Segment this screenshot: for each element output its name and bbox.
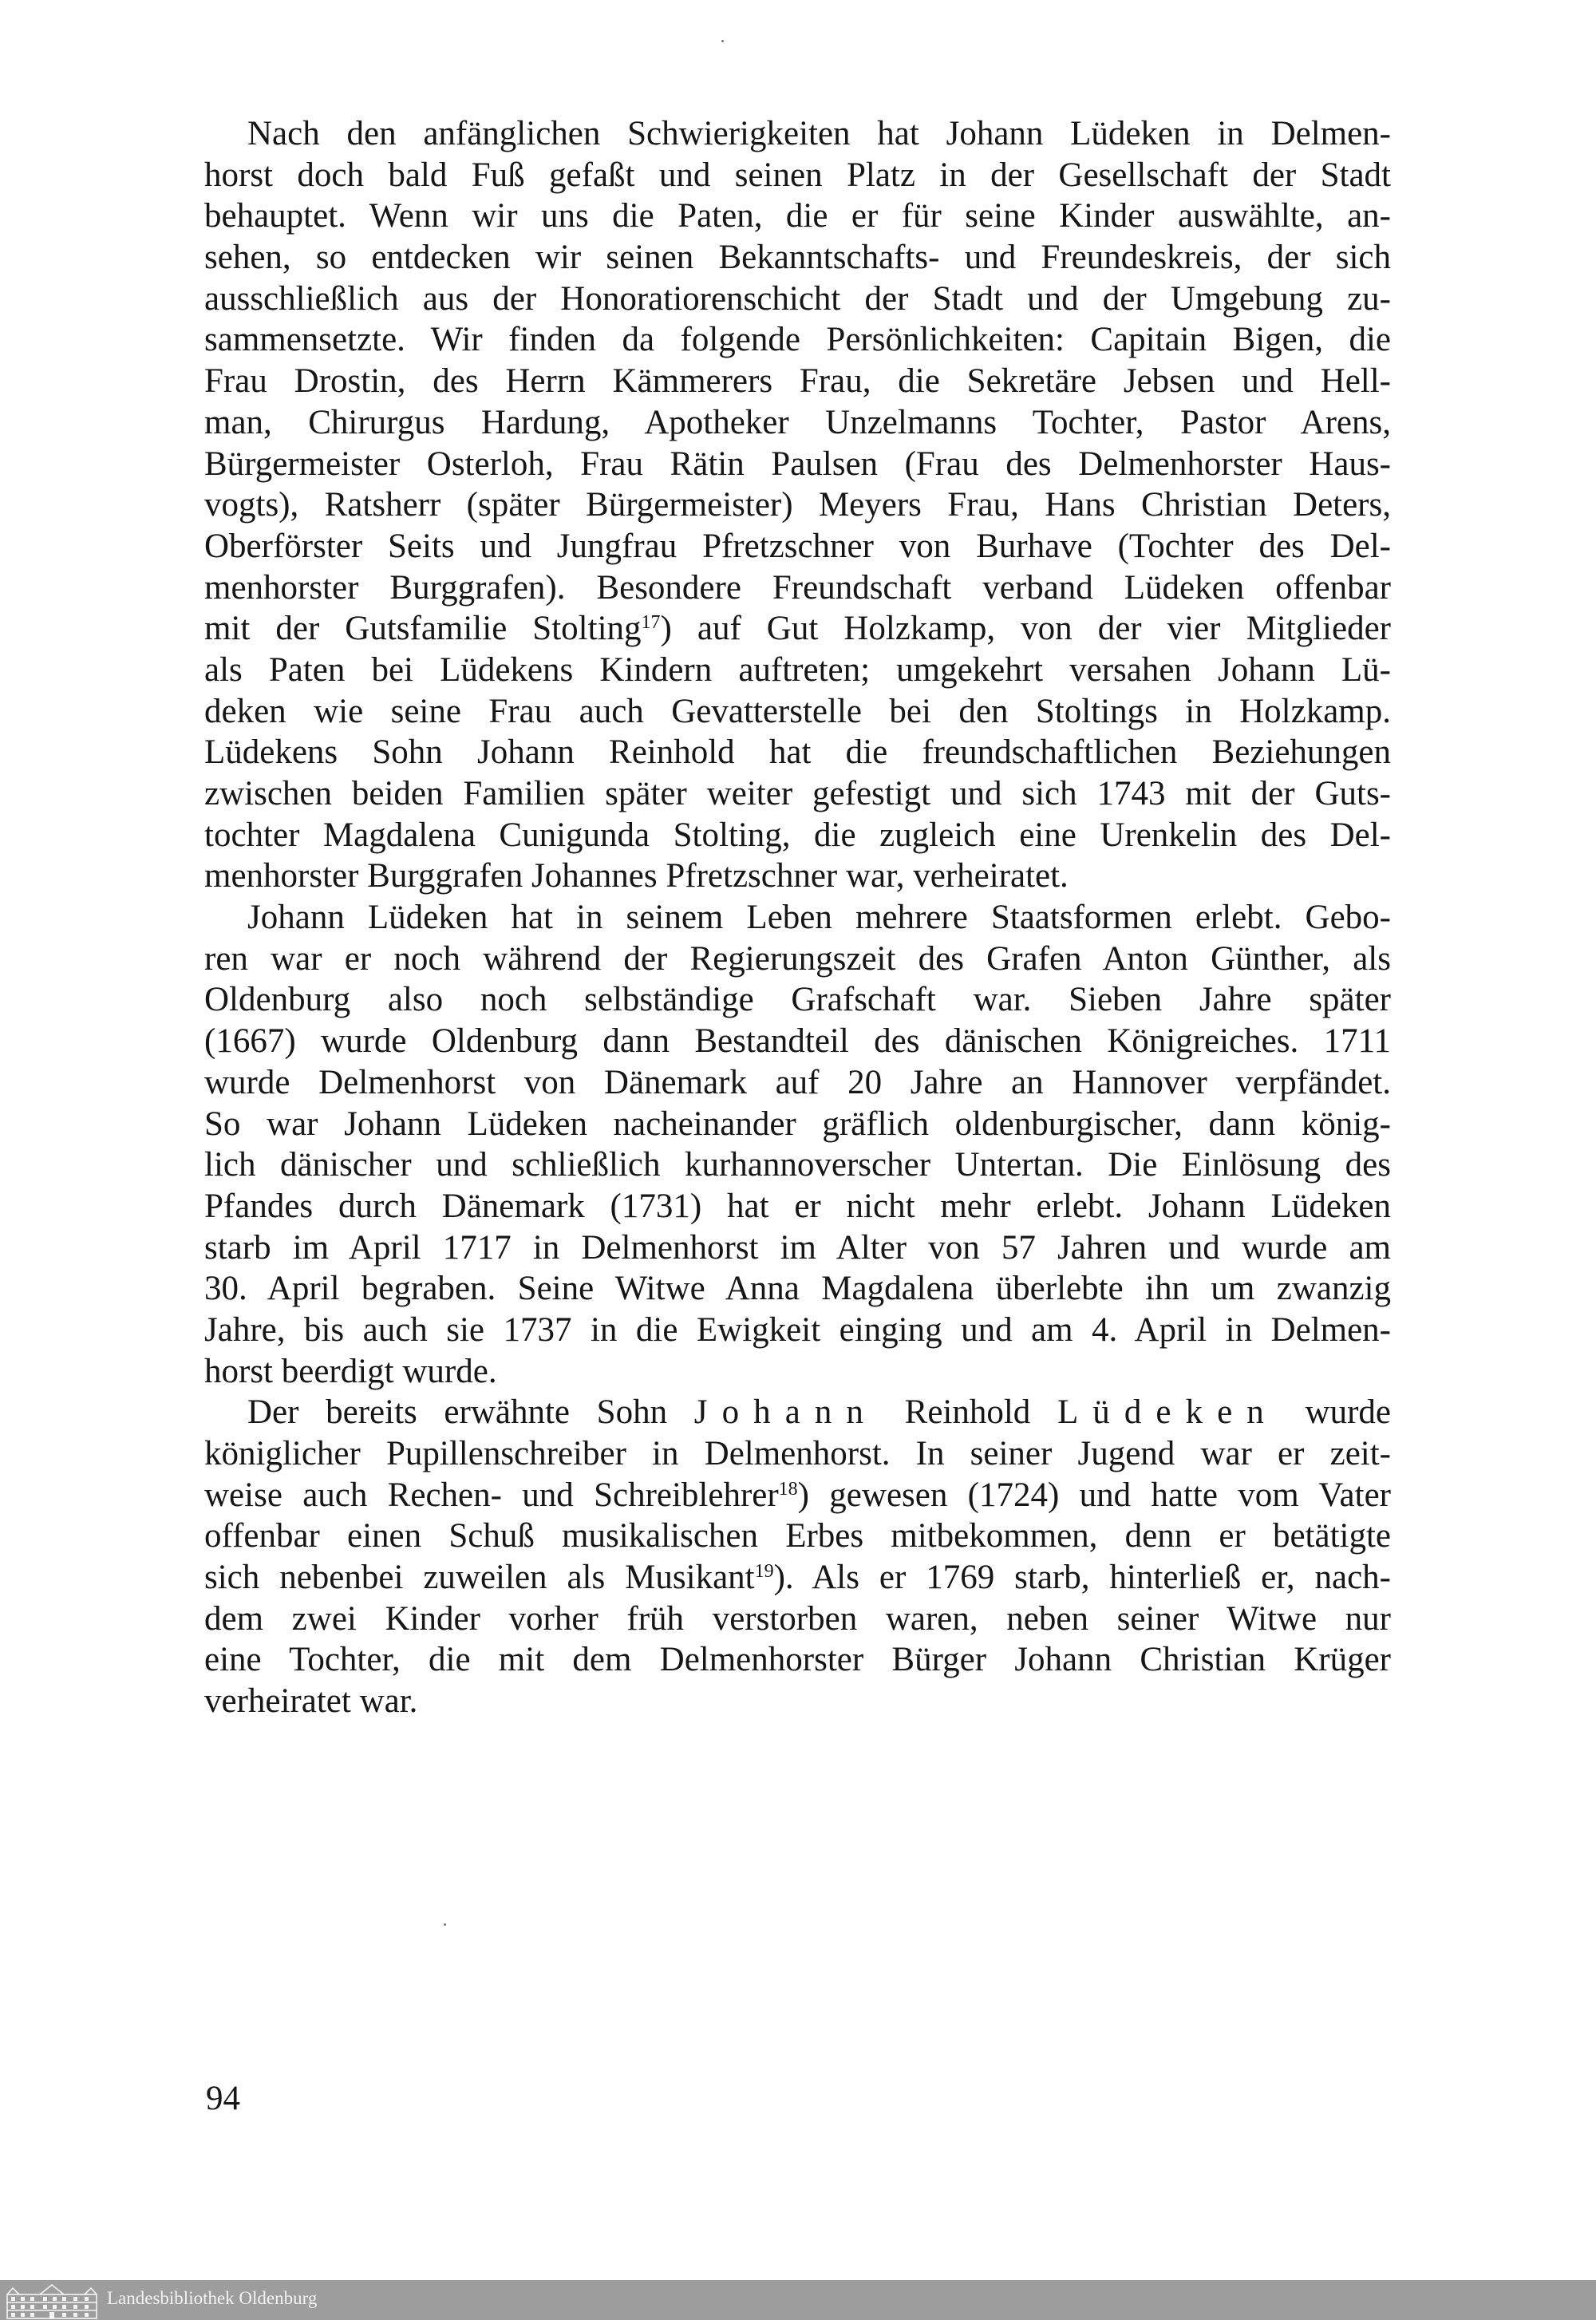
text-segment: menhorster Burggrafen Johannes Pfretzschner war, verheiratet. [204,857,1069,895]
text-line [204,1557,1391,1599]
footnote-reference: 17 [641,612,661,634]
body-text [204,113,1391,1722]
text-segment: sammensetzte. Wir finden da folgende Persönlichkeiten: Capitain Bigen, die [204,321,1391,359]
text-line [204,1062,1391,1104]
text-line [204,650,1391,691]
text-line [204,773,1391,815]
text-line [204,279,1391,320]
text-line [204,897,1391,939]
text-line [204,484,1391,526]
text-line [204,979,1391,1021]
footnote-reference: 18 [778,1478,798,1500]
text-line [204,1351,1391,1393]
text-segment: Jahre, bis auch sie 1737 in die Ewigkeit einging und am 4. April in Delmen- [204,1310,1391,1349]
text-line [204,444,1391,485]
text-segment: Nach den anfänglichen Schwierigkeiten hat Johann Lüdeken in Delmen- [247,115,1391,152]
text-segment: zwischen beiden Familien später weiter gefestigt und sich 1743 mit der Guts- [204,775,1391,812]
text-line [204,1681,1391,1722]
text-line [204,856,1391,897]
spaced-name: Johann [693,1393,878,1432]
text-line [204,1392,1391,1433]
text-line [204,608,1391,650]
text-line [204,1104,1391,1145]
text-segment: dem zwei Kinder vorher früh verstorben waren, neben seiner Witwe nur [204,1599,1391,1638]
text-segment: sich nebenbei zuweilen als Musikant [204,1559,755,1597]
text-line [204,1516,1391,1557]
text-line [204,732,1391,773]
text-segment: als Paten bei Lüdekens Kindern auftreten; umgekehrt versahen Johann Lü- [204,650,1391,689]
text-line [204,113,1391,155]
text-line [204,1186,1391,1227]
text-line [204,1639,1391,1681]
text-line [204,526,1391,567]
text-segment: offenbar einen Schuß musikalischen Erbes mitbekommen, denn er betätigte [204,1517,1391,1555]
scan-speck [444,1923,446,1926]
text-segment: Bürgermeister Osterloh, Frau Rätin Paulsen (Frau des Delmenhorster Haus- [204,445,1391,483]
text-line [204,155,1391,196]
text-segment: vogts), Ratsherr (später Bürgermeister) Meyers Frau, Hans Christian Deters, [204,486,1391,524]
library-building-icon [5,2283,99,2320]
text-segment: behauptet. Wenn wir uns die Paten, die er für seine Kinder auswählte, an- [204,197,1391,235]
text-line [204,1599,1391,1640]
text-segment: königlicher Pupillenschreiber in Delmenhorst. In seiner Jugend war er zeit- [204,1435,1391,1472]
text-segment: So war Johann Lüdeken nacheinander gräflich oldenburgischer, dann könig- [204,1105,1391,1143]
text-segment: ausschließlich aus der Honoratiorenschicht der Stadt und der Umgebung zu- [204,279,1391,318]
page-number: 94 [206,2080,240,2117]
text-line [204,691,1391,733]
text-segment: (1667) wurde Oldenburg dann Bestandteil des dänischen Königreiches. 1711 [204,1022,1391,1061]
text-line [204,1227,1391,1269]
text-line [204,1433,1391,1475]
text-line [204,237,1391,279]
text-line [204,361,1391,402]
text-segment: Oldenburg also noch selbständige Grafschaft war. Sieben Jahre später [204,981,1391,1019]
text-segment: sehen, so entdecken wir seinen Bekanntschafts- und Freundeskreis, der sich [204,239,1391,277]
text-segment: starb im April 1717 in Delmenhorst im Alter von 57 Jahren und wurde am [204,1228,1391,1267]
text-segment: menhorster Burggrafen). Besondere Freundschaft verband Lüdeken offenbar [204,568,1391,607]
text-segment: verheiratet war. [204,1682,418,1721]
text-segment: 30. April begraben. Seine Witwe Anna Magdalena überlebte ihn um zwanzig [204,1270,1391,1308]
text-line [204,1021,1391,1062]
text-segment: man, Chirurgus Hardung, Apotheker Unzelmanns Tochter, Pastor Arens, [204,403,1391,441]
text-segment: ren war er noch während der Regierungszeit des Grafen Anton Günther, als [204,939,1391,978]
text-segment: Pfandes durch Dänemark (1731) hat er nicht mehr erlebt. Johann Lüdeken [204,1187,1391,1225]
text-segment: weise auch Rechen- und Schreiblehrer [204,1476,779,1514]
text-line [204,319,1391,361]
spaced-name: Lüdeken [1057,1393,1278,1432]
text-segment: Frau Drostin, des Herrn Kämmerers Frau, die Sekretäre Jebsen und Hell- [204,362,1391,401]
text-line [204,567,1391,609]
text-line [204,196,1391,237]
text-segment: tochter Magdalena Cunigunda Stolting, die zugleich eine Urenkelin des Del- [204,816,1391,854]
text-segment: Reinhold [877,1393,1057,1432]
text-segment: ). Als er 1769 starb, hinterließ er, nach- [773,1559,1391,1597]
footer-bar [0,2280,1596,2320]
text-line [204,1475,1391,1516]
text-line [204,1310,1391,1351]
scan-speck [721,40,724,42]
text-segment: deken wie seine Frau auch Gevatterstelle bei den Stoltings in Holzkamp. [204,692,1391,730]
text-segment: ) auf Gut Holzkamp, von der vier Mitglieder [660,610,1391,648]
text-segment: mit der Gutsfamilie Stolting [204,610,642,648]
text-line [204,1268,1391,1310]
text-line [204,402,1391,444]
text-segment: wurde [1278,1393,1391,1432]
text-segment: horst doch bald Fuß gefaßt und seinen Platz in der Gesellschaft der Stadt [204,156,1391,194]
text-segment: Lüdekens Sohn Johann Reinhold hat die freundschaftlichen Beziehungen [204,733,1391,772]
text-segment: wurde Delmenhorst von Dänemark auf 20 Jahre an Hannover verpfändet. [204,1063,1391,1101]
text-segment: Johann Lüdeken hat in seinem Leben mehrere Staatsformen erlebt. Gebo- [247,899,1391,937]
text-segment: ) gewesen (1724) und hatte vom Vater [797,1476,1391,1514]
text-segment: Der bereits erwähnte Sohn [247,1393,694,1432]
text-line [204,939,1391,980]
library-name: Landesbibliothek Oldenburg [107,2288,318,2308]
footnote-reference: 19 [754,1561,774,1583]
text-line [204,1144,1391,1186]
text-segment: Oberförster Seits und Jungfrau Pfretzschner von Burhave (Tochter des Del- [204,527,1391,565]
text-segment: eine Tochter, die mit dem Delmenhorster Bürger Johann Christian Krüger [204,1641,1391,1679]
text-line [204,815,1391,856]
text-segment: horst beerdigt wurde. [204,1352,497,1390]
text-segment: lich dänischer und schließlich kurhannoverscher Untertan. Die Einlösung des [204,1146,1391,1184]
